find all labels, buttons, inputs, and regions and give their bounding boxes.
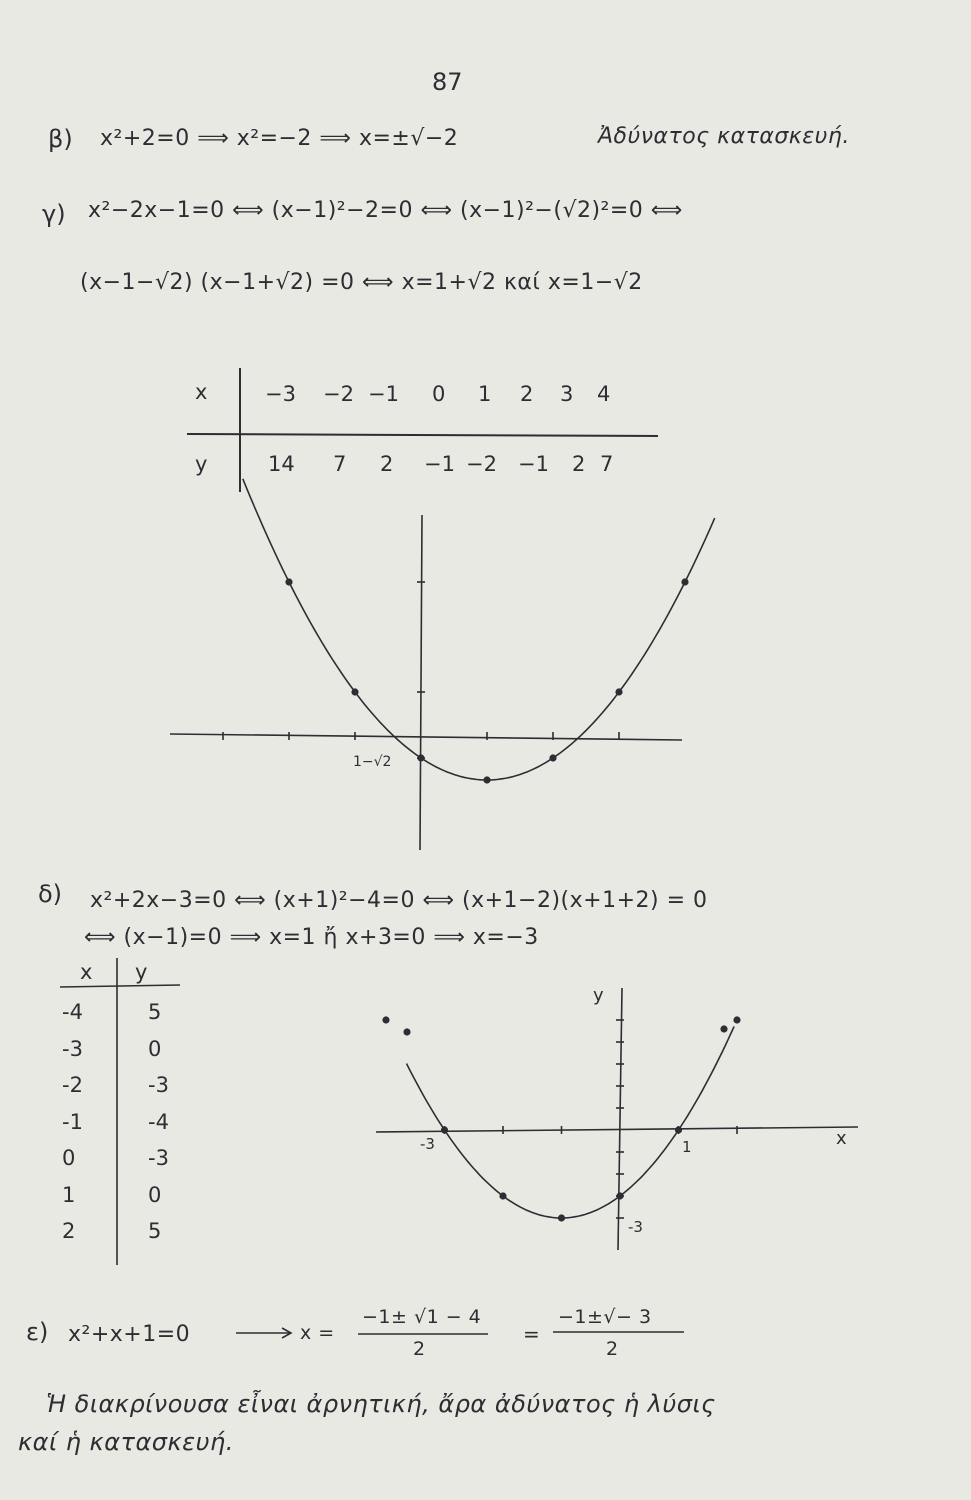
- table-d-x-cell: -2: [62, 1073, 83, 1097]
- part-e-denominator-2: 2: [606, 1338, 619, 1360]
- table-d-y-cell: -3: [148, 1073, 169, 1097]
- conclusion-line1: Ἡ διακρίνουσα εἶναι ἀρνητική, ἄρα ἀδύνατος ἡ λύσις: [46, 1390, 716, 1418]
- part-e-denominator-1: 2: [413, 1338, 426, 1360]
- part-b-equation: x²+2=0 ⟹ x²=−2 ⟹ x=±√−2: [100, 126, 459, 151]
- table-g-y-cell: 14: [268, 452, 295, 476]
- table-g-y-cell: 2: [572, 452, 586, 476]
- part-g-line1: x²−2x−1=0 ⟺ (x−1)²−2=0 ⟺ (x−1)²−(√2)²=0 ⟺: [88, 198, 683, 223]
- table-d-y-cell: -3: [148, 1146, 169, 1170]
- graph-d-label-minus3: -3: [420, 1135, 435, 1153]
- table-g-x-cell: 3: [560, 382, 574, 406]
- part-b-note: Ἀδύνατος κατασκευή.: [598, 124, 850, 149]
- table-g-y-cell: 7: [333, 452, 347, 476]
- part-d-line1: x²+2x−3=0 ⟺ (x+1)²−4=0 ⟺ (x+1−2)(x+1+2) = 0: [90, 888, 708, 913]
- table-d-x-cell: -1: [62, 1109, 83, 1134]
- table-d-x-cell: -4: [62, 1000, 83, 1024]
- part-e-x-eq: x =: [300, 1322, 335, 1344]
- table-g-x-cell: 2: [520, 382, 534, 406]
- table-d-x-cell: 2: [62, 1219, 76, 1243]
- table-d-x-cell: 1: [62, 1182, 76, 1207]
- table-g-y-cell: −1: [424, 452, 455, 476]
- part-d-line2: ⟺ (x−1)=0 ⟹ x=1 ἤ x+3=0 ⟹ x=−3: [84, 925, 539, 950]
- table-d-y-cell: 0: [148, 1036, 162, 1061]
- table-g-x-cell: 0: [432, 382, 446, 406]
- graph-d-x-axis-label: x: [836, 1128, 847, 1149]
- table-d-x-header: x: [80, 960, 93, 984]
- part-d-label: δ): [38, 880, 63, 908]
- table-g-x-cell: −1: [368, 382, 399, 406]
- graph-d-y-axis-label: y: [593, 985, 604, 1006]
- part-e-numerator-2: −1±√− 3: [558, 1306, 652, 1328]
- part-e-lhs: x²+x+1=0: [68, 1322, 191, 1347]
- part-e-equals: =: [523, 1322, 541, 1346]
- table-g-x-cell: −3: [265, 382, 296, 406]
- page-number: 87: [432, 68, 463, 96]
- part-e-label: ε): [26, 1318, 49, 1346]
- graph-g-root-label: 1−√2: [353, 754, 392, 770]
- table-g-y-cell: 7: [600, 452, 614, 476]
- table-g-x-header: x: [195, 380, 208, 404]
- part-b-label: β): [48, 125, 73, 153]
- table-g-y-header: y: [195, 452, 208, 476]
- table-g-y-cell: −1: [518, 452, 549, 476]
- table-d-y-cell: -4: [148, 1109, 169, 1134]
- table-d-y-header: y: [135, 960, 148, 984]
- conclusion-line2: καί ἡ κατασκευή.: [18, 1428, 234, 1456]
- table-g-y-cell: −2: [466, 452, 497, 476]
- table-d-y-cell: 0: [148, 1182, 162, 1207]
- table-d-y-cell: 5: [148, 1000, 162, 1024]
- table-d-x-cell: -3: [62, 1036, 83, 1061]
- table-g-x-cell: −2: [323, 382, 354, 406]
- graph-d-label-1: 1: [682, 1138, 692, 1156]
- table-g-y-cell: 2: [380, 452, 394, 476]
- table-d-y-cell: 5: [148, 1219, 162, 1243]
- graph-d-label-y-minus3: -3: [628, 1218, 643, 1236]
- table-g-x-cell: 1: [478, 382, 492, 406]
- part-e-numerator-1: −1± √1 − 4: [362, 1306, 482, 1328]
- part-g-line2: (x−1−√2) (x−1+√2) =0 ⟺ x=1+√2 καί x=1−√2: [80, 270, 643, 295]
- table-d-x-cell: 0: [62, 1146, 76, 1170]
- table-g-x-cell: 4: [597, 382, 611, 406]
- part-g-label: γ): [42, 200, 66, 228]
